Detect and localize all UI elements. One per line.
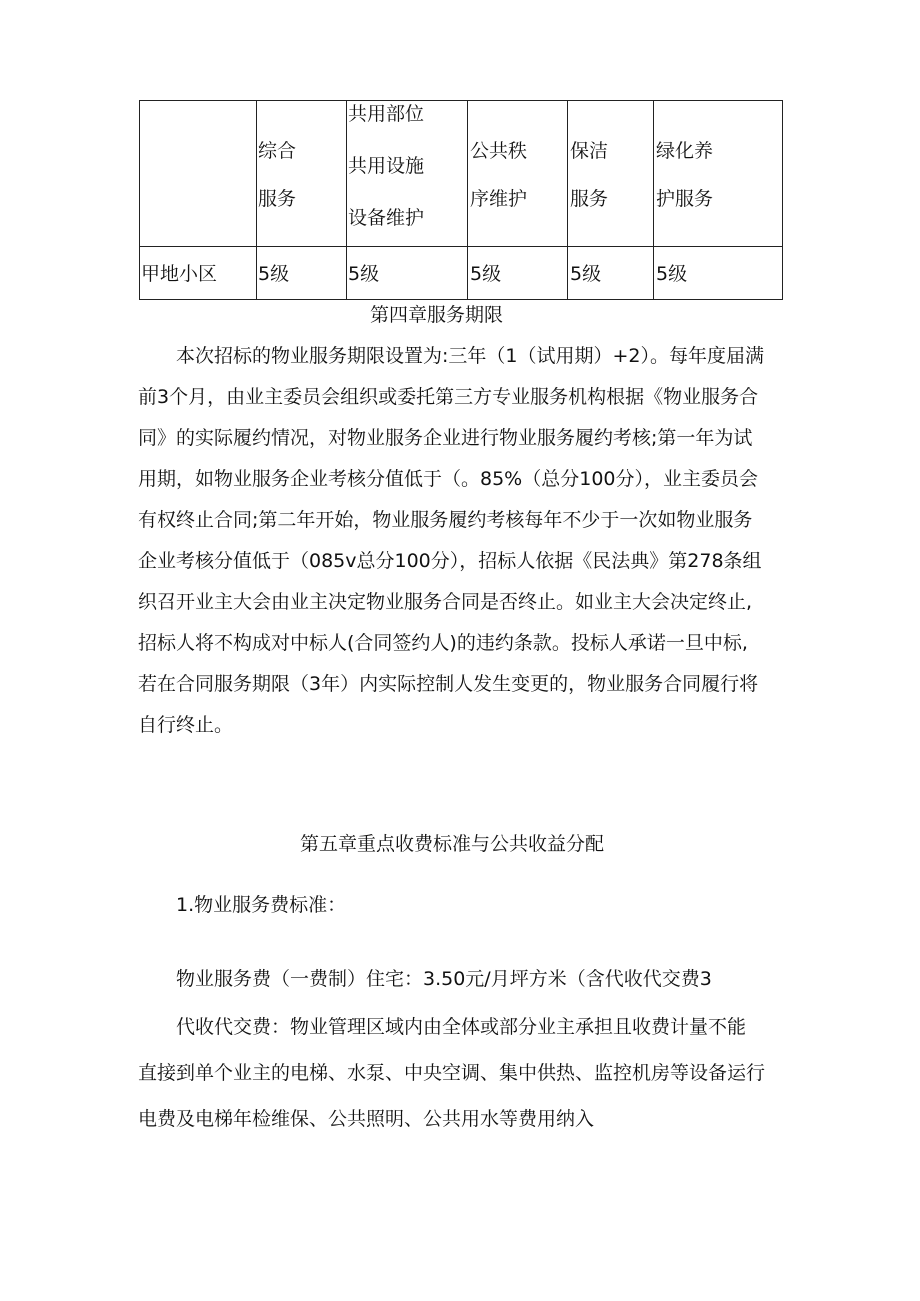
table-header-cell xyxy=(258,127,296,223)
header-line: 共用部位 xyxy=(348,103,425,125)
table-header-cell xyxy=(470,127,527,223)
service-level-table xyxy=(139,100,783,300)
fee-standard-item: 1.物业服务费标准： xyxy=(176,894,347,916)
table-border-top xyxy=(139,100,783,101)
header-line: 护服务 xyxy=(656,188,714,210)
header-line: 序维护 xyxy=(470,188,528,210)
paragraph-line: 前3个月，由业主委员会组织或委托第三方专业服务机构根据《物业服务合 xyxy=(138,386,759,408)
table-col-border xyxy=(653,100,654,300)
table-cell: 5级 xyxy=(656,263,688,285)
header-line: 公共秩 xyxy=(470,140,528,162)
paragraph-line: 同》的实际履约情况，对物业服务企业进行物业服务履约考核;第一年为试 xyxy=(138,427,753,449)
paragraph-line: 本次招标的物业服务期限设置为:三年（1（试用期）+2）。每年度届满 xyxy=(176,345,764,367)
chapter4-paragraph xyxy=(138,336,788,746)
table-cell: 5级 xyxy=(470,263,502,285)
chapter5-title: 第五章重点收费标准与公共收益分配 xyxy=(300,833,605,855)
header-line: 服务 xyxy=(570,188,609,210)
paragraph-line: 代收代交费：物业管理区域内由全体或部分业主承担且收费计量不能 xyxy=(176,1016,747,1038)
paragraph-line: 直接到单个业主的电梯、水泵、中央空调、集中供热、监控机房等设备运行 xyxy=(138,1062,766,1084)
chapter5-paragraph xyxy=(138,1004,788,1142)
table-header-cell xyxy=(656,127,713,223)
header-line: 保洁 xyxy=(570,140,609,162)
table-col-border xyxy=(567,100,568,300)
table-header-cell xyxy=(570,127,608,223)
table-cell: 5级 xyxy=(570,263,602,285)
paragraph-line: 招标人将不构成对中标人(合同签约人)的违约条款。投标人承诺一旦中标, xyxy=(138,632,748,654)
paragraph-line: 企业考核分值低于（085v总分100分），招标人依据《民法典》第278条组 xyxy=(138,550,762,572)
table-cell: 5级 xyxy=(348,263,380,285)
paragraph-line: 若在合同服务期限（3年）内实际控制人发生变更的，物业服务合同履行将 xyxy=(138,673,759,695)
paragraph-line: 有权终止合同;第二年开始，物业服务履约考核每年不少于一次如物业服务 xyxy=(138,509,753,531)
chapter4-title: 第四章服务期限 xyxy=(370,304,504,326)
table-col-border xyxy=(467,100,468,300)
paragraph-line: 自行终止。 xyxy=(138,714,234,736)
table-col-border xyxy=(139,100,140,300)
table-cell: 5级 xyxy=(258,263,290,285)
header-line: 服务 xyxy=(258,188,297,210)
paragraph-line: 用期，如物业服务企业考核分值低于（。85%（总分100分），业主委员会 xyxy=(138,468,758,490)
paragraph-line: 电费及电梯年检维保、公共照明、公共用水等费用纳入 xyxy=(138,1108,595,1130)
table-col-border xyxy=(346,100,347,300)
header-line: 共用设施 xyxy=(348,155,425,177)
table-row-label: 甲地小区 xyxy=(141,263,218,285)
header-line: 绿化养 xyxy=(656,140,714,162)
header-line: 设备维护 xyxy=(348,207,425,229)
header-line: 综合 xyxy=(258,140,297,162)
table-row-divider xyxy=(139,246,783,247)
paragraph-line: 织召开业主大会由业主决定物业服务合同是否终止。如业主大会决定终止, xyxy=(138,591,753,613)
table-col-border xyxy=(256,100,257,300)
table-header-cell xyxy=(348,88,424,244)
fee-line: 物业服务费（一费制）住宅：3.50元/月坪方米（含代收代交费3 xyxy=(176,968,712,990)
table-col-border xyxy=(782,100,783,300)
